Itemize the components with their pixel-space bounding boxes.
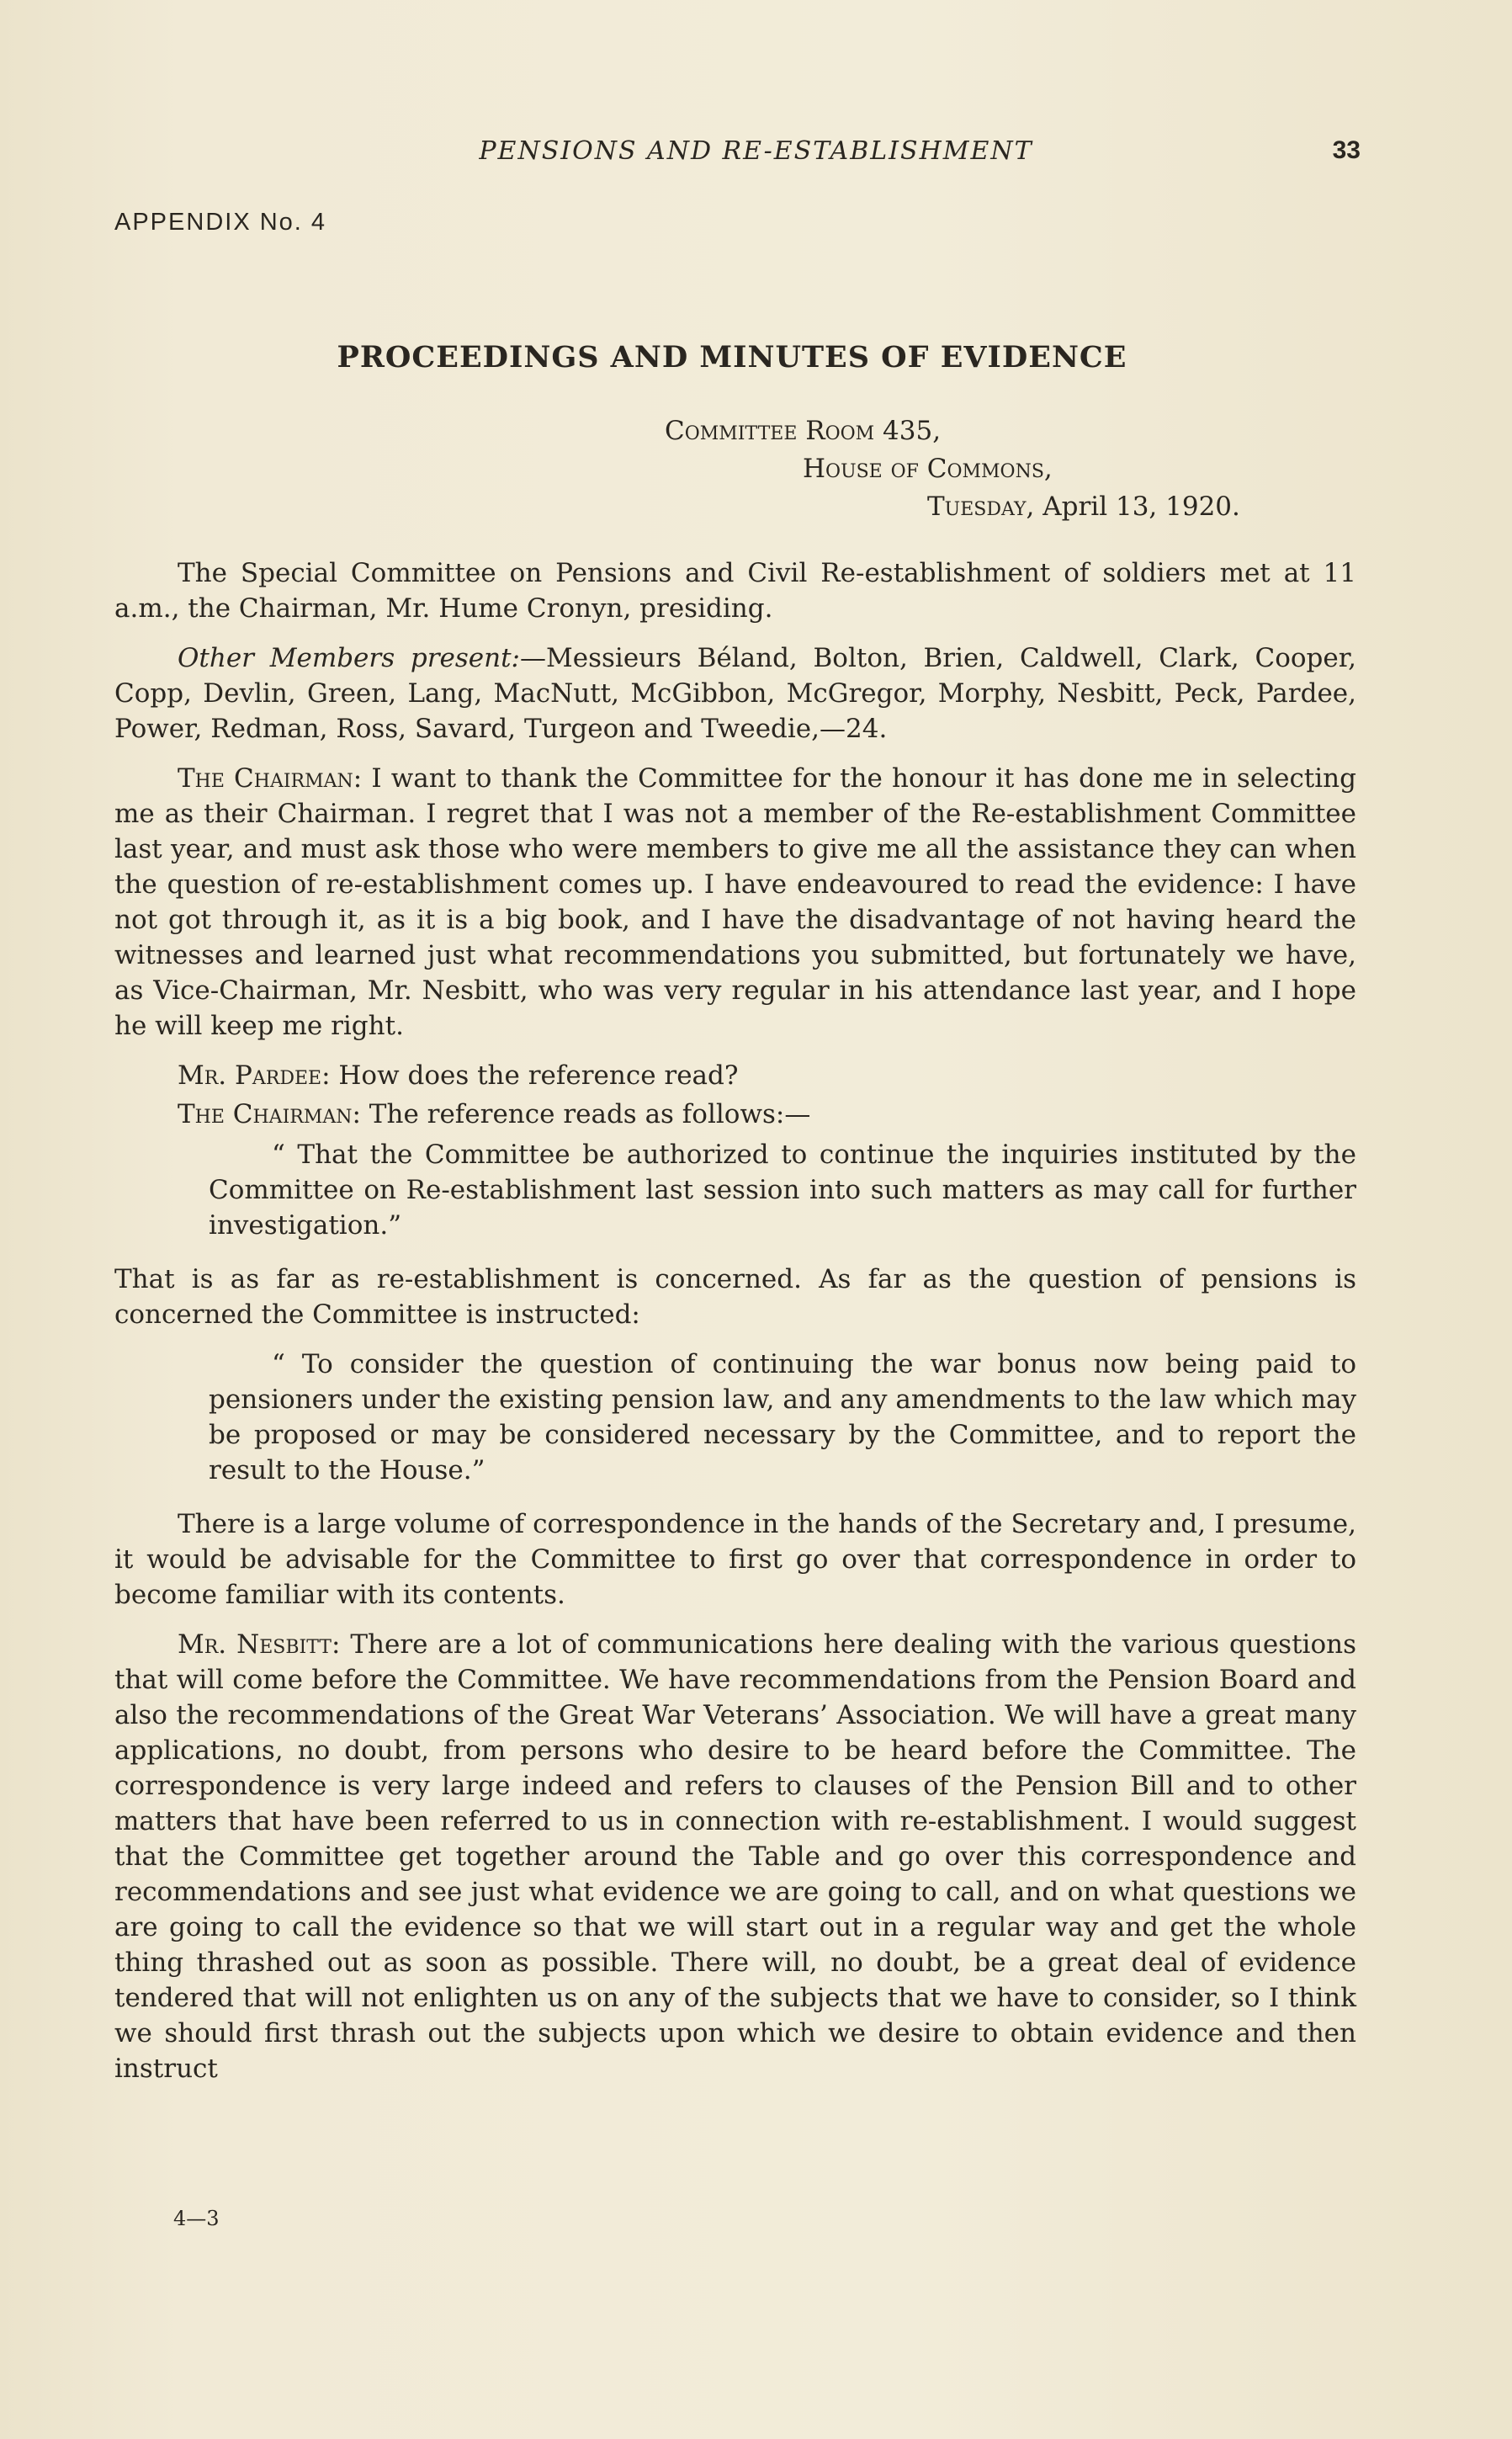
address-date: April 13, 1920. xyxy=(1042,492,1240,522)
folio-mark: 4—3 xyxy=(173,2207,220,2230)
address-day: Tuesday, xyxy=(927,492,1035,522)
running-title: PENSIONS AND RE-ESTABLISHMENT xyxy=(479,136,1033,166)
speaker-chairman: The Chairman: xyxy=(178,763,363,794)
speaker-chairman-2: The Chairman: xyxy=(178,1099,361,1129)
paragraph-correspondence: There is a large volume of correspondence in the hands of the Secretary and, I presume, it would be advisable for the Committee to first go over that correspondence in order to become familiar with its contents. xyxy=(114,1509,1356,1610)
speaker-nesbitt: Mr. Nesbitt: xyxy=(178,1629,341,1660)
paragraph-chairman-remarks xyxy=(114,761,1356,1044)
paragraph-nesbitt xyxy=(114,1627,1356,2086)
speaker-pardee: Mr. Pardee: xyxy=(178,1060,331,1091)
section-heading: PROCEEDINGS AND MINUTES OF EVIDENCE xyxy=(337,340,1127,375)
address-line-date xyxy=(927,488,1240,526)
pardee-text: How does the reference read? xyxy=(338,1060,739,1091)
address-line-house: House of Commons, xyxy=(803,454,1053,484)
chairman-remarks-text: I want to thank the Committee for the honour it has done me in selecting me as their Chairman. I regret that I was not a member of the Re-establishment Committee last year, and must ask those who were members to give me all the assistance they can when the question of re-establishment comes up. I have endeavoured to read the evidence: I have not got through it, as it is a big book, and I have the disadvantage of not having heard the witnesses and learned just what recommendations you submitted, but fortunately we have, as Vice-Chairman, Mr. Nesbitt, who was very regular in his attendance last year, and I hope he will keep me right. xyxy=(114,763,1356,1041)
quote-reference: “ That the Committee be authorized to continue the inquiries instituted by the Committee on Re-establishment last session into such matters as may call for further investigation.” xyxy=(209,1140,1356,1241)
appendix-label: APPENDIX No. 4 xyxy=(114,209,327,236)
quote-instruction: “ To consider the question of continuing the war bonus now being paid to pensioners under the existing pension law, and any amendments to the law which may be proposed or may be considered necessary by the Committee, and to report the result to the House.” xyxy=(209,1349,1356,1485)
paragraph-pardee xyxy=(114,1058,1356,1093)
paragraph-meeting: The Special Committee on Pensions and Civil Re-establishment of soldiers met at 11 a.m., the Chairman, Mr. Hume Cronyn, presiding. xyxy=(114,558,1356,624)
paragraph-pensions-instruction: That is as far as re-establishment is concerned. As far as the question of pensions is concerned the Committee is instructed: xyxy=(114,1264,1356,1330)
members-lead: Other Members present: xyxy=(178,643,520,673)
address-line-room: Committee Room 435, xyxy=(665,416,942,446)
nesbitt-text: There are a lot of communications here dealing with the various questions that will come before the Committee. We have recommendations from the Pension Board and also the recommendations of the Great War Veterans’ Association. We will have a great many applications, no doubt, from persons who desire to be heard before the Committee. The correspondence is very large indeed and refers to clauses of the Pension Bill and to other matters that have been referred to us in connection with re-establishment. I would suggest that the Committee get together around the Table and go over this correspondence and recommendations and see just what evidence we are going to call, and on what questions we are going to call the evidence so that we will start out in a regular way and get the whole thing thrashed out as soon as possible. There will, no doubt, be a great deal of evidence tendered that will not enlighten us on any of the subjects that we have to consider, so I think we should first thrash out the subjects upon which we desire to obtain evidence and then instruct xyxy=(114,1629,1356,2084)
chairman-reference-text: The reference reads as follows:— xyxy=(369,1099,811,1129)
members-list: —Messieurs Béland, Bolton, Brien, Caldwell, Clark, Cooper, Copp, Devlin, Green, Lang, MacNutt, McGibbon, McGregor, Morphy, Nesbitt, Peck, Pardee, Power, Redman, Ross, Savard, Turgeon and Tweedie,—24. xyxy=(114,643,1356,744)
paragraph-chairman-reference xyxy=(114,1097,1356,1132)
paragraph-members xyxy=(114,640,1356,747)
minutes-body xyxy=(114,555,1356,2101)
page-number: 33 xyxy=(1332,136,1361,164)
